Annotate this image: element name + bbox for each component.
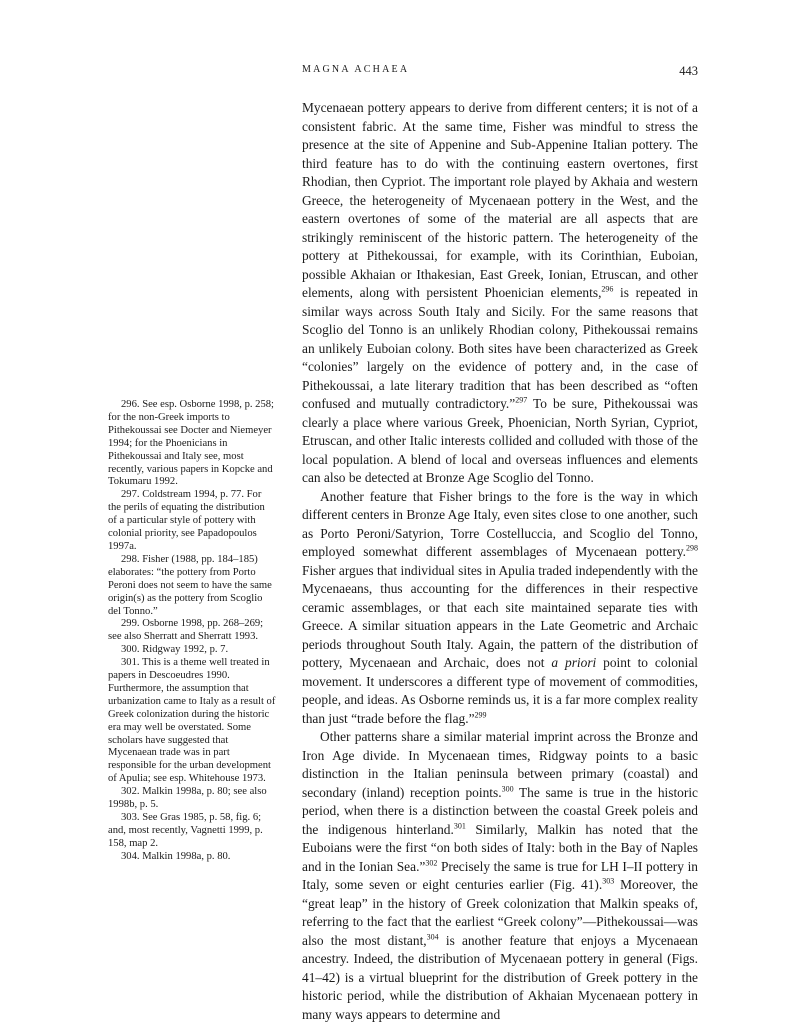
footnotes-column (108, 399, 276, 864)
text-run: Fisher argues that individual sites in Apulia traded independently with the Mycenaeans, thus accounting for the differences in their respective ceramic assemblages, or that each site maintained separate ties with Greece. A similar situation appears in the Late Geometric and Archaic periods throughout South Italy. Again, the pattern of the distribution of pottery, Mycenaean and Archaic, does not (302, 562, 698, 670)
footnote-ref: 302 (425, 858, 438, 868)
footnote: 300. Ridgway 1992, p. 7. (121, 644, 229, 656)
running-title: MAGNA ACHAEA (302, 64, 410, 75)
footnote-ref: 297 (515, 395, 528, 405)
footnote-ref: 301 (453, 821, 466, 831)
paragraph (302, 99, 698, 488)
text-run: Other patterns share a similar material imprint across the Bronze and Iron Age divide. In Mycenaean times, Ridgway points to a basic distinction in the Italian peninsula between primary (coastal) and secondary (inland) reception points. (302, 729, 698, 800)
footnote: 296. See esp. Osborne 1998, p. 258; for the non-Greek imports to Pithekoussai see Docter and Niemeyer 1994; for the Phoenicians in Pithekoussai and Italy see, most recently, various papers in Kopcke and Tokumaru 1992. (108, 399, 275, 488)
italic-text: a priori (551, 655, 597, 670)
text-run: is another feature that enjoys a Mycenaean ancestry. Indeed, the distribution of Mycenaean pottery in general (Figs. 41–42) is a virtual blueprint for the distribution of Greek pottery in the historic period, while the distribution of Akhaian Mycenaean pottery in many ways appears to determine and (302, 932, 698, 1022)
footnote-ref: 300 (501, 784, 514, 794)
text-run: is repeated in similar ways across South Italy and Sicily. For the same reasons that Scoglio del Tonno is an unlikely Rhodian colony, Pithekoussai remains an unlikely Euboian colony. Both sites have been characterized as Greek “colonies” largely on the evidence of pottery and, in the case of Pithekoussai, a late literary tradition that has been described as “often confused and mutually contradictory.” (302, 285, 699, 411)
text-run: point to colonial movement. It underscores a different type of movement of commodities, people, and ideas. As Osborne reminds us, it is a far more complex reality than just “trade before the flag.” (302, 655, 699, 726)
footnote-ref: 303 (602, 876, 615, 886)
text-run: Another feature that Fisher brings to the fore is the way in which different centers in Bronze Age Italy, even sites close to one another, such as Porto Peroni/Satyrion, Torre Costelluccia, and Scoglio del Tonno, employed somewhat different assemblages of Mycenaean pottery. (302, 488, 698, 559)
footnote: 297. Coldstream 1994, p. 77. For the perils of equating the distribution of a particular style of pottery with colonial priority, see Papadopoulos 1997a. (108, 489, 265, 552)
text-run: Mycenaean pottery appears to derive from different centers; it is not of a consistent fabric. At the same time, Fisher was mindful to stress the presence at the site of Appenine and Sub-Appenine Italian pottery. The third feature has to do with the continuing eastern overtones, first Rhodian, then Cypriot. The important role played by Akhaia and western Greece, the heterogeneity of Mycenaean pottery in the West, and the eastern overtones of some of the material are all aspects that are strikingly reminiscent of the historic pattern. The heterogeneity of the pottery at Pithekoussai, for example, with its Corinthian, Euboian, possible Akhaian or Ithakesian, East Greek, Ionian, Etruscan, and other elements, along with persistent Phoenician elements, (302, 100, 698, 300)
text-run: Precisely the same is true for LH I–II pottery in Italy, some seven or eight centuries earlier (Fig. 41). (302, 858, 698, 892)
text-run: Similarly, Malkin has noted that the Euboians were the first “on both sides of Italy: both in the Bay of Naples and in the Ionian Sea.” (302, 821, 698, 874)
footnote: 301. This is a theme well treated in papers in Descoeudres 1990. Furthermore, the assumption that urbanization came to Italy as a result of Greek colonization during the historic era may well be overstated. Some scholars have suggested that Mycenaean trade was in part responsible for the urban development of Apulia; see esp. Whitehouse 1973. (108, 657, 276, 785)
footnote: 299. Osborne 1998, pp. 268–269; see also Sherratt and Sherratt 1993. (108, 618, 264, 643)
footnote-ref: 299 (474, 710, 487, 720)
paragraph (302, 728, 698, 1024)
main-text (302, 99, 698, 1024)
footnote: 303. See Gras 1985, p. 58, fig. 6; and, most recently, Vagnetti 1999, p. 158, map 2. (108, 812, 263, 849)
footnote: 298. Fisher (1988, pp. 184–185) elaborates: “the pottery from Porto Peroni does not seem to have the same origin(s) as the pottery from Scoglio del Tonno.” (108, 553, 272, 617)
paragraph (302, 488, 698, 729)
footnote: 302. Malkin 1998a, p. 80; see also 1998b, p. 5. (108, 786, 267, 811)
text-run: The same is true in the historic period, when there is a distinction between the coastal Greek poleis and the indigenous hinterland. (302, 784, 698, 837)
text-run: Moreover, the “great leap” in the history of Greek colonization that Malkin speaks of, referring to the fact that the earliest “Greek colony”—Pithekoussai—was also the most distant, (302, 877, 698, 948)
text-run: To be sure, Pithekoussai was clearly a place where various Greek, Phoenician, North Syrian, Cypriot, Etruscan, and other Italic interests collided and colluded with those of the local population. A blend of local and overseas influences and elements can also be detected at Bronze Age Scoglio del Tonno. (302, 396, 698, 485)
running-head (302, 64, 698, 84)
footnote-ref: 298 (686, 543, 698, 553)
footnote: 304. Malkin 1998a, p. 80. (121, 850, 231, 862)
page-number: 443 (679, 64, 698, 78)
footnote-ref: 296 (601, 284, 614, 294)
footnote-ref: 304 (426, 932, 439, 942)
